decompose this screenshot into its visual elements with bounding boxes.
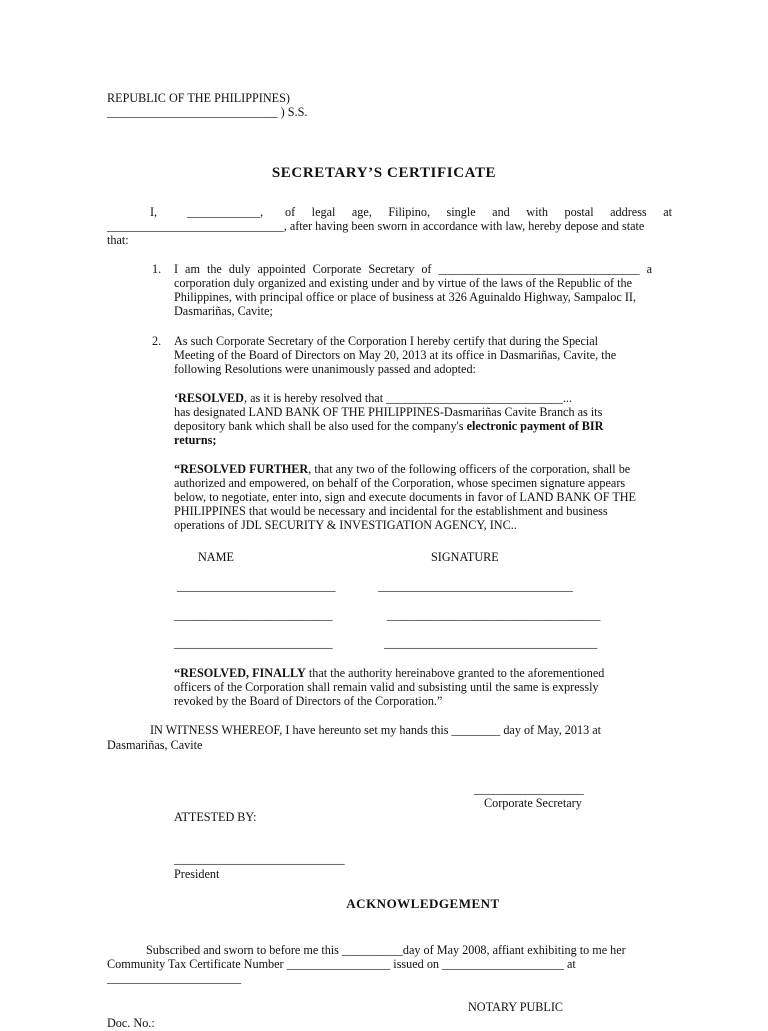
resolved-1-line-4 — [174, 433, 216, 448]
resolved-2-line-5: operations of JDL SECURITY & INVESTIGATION AGENCY, INC.. — [174, 518, 517, 532]
president-signature-line: ____________________________ — [174, 852, 345, 866]
signatory-signature-line: ________________________________ — [378, 579, 573, 593]
signatory-signature-line: ___________________________________ — [387, 608, 601, 622]
president-signature-label: President — [174, 867, 220, 881]
venue-line-2: ____________________________ ) S.S. — [107, 105, 308, 119]
item-2-number: 2. — [152, 334, 162, 348]
intro-line-3: that: — [107, 233, 129, 247]
signatory-signature-line: ___________________________________ — [384, 636, 598, 650]
resolved-3-line-1-text: that the authority hereinabove granted to the aforementioned — [305, 666, 605, 680]
resolved-3-line-2: officers of the Corporation shall remain valid and subsisting until the same is expressly — [174, 680, 599, 694]
witness-line-2: Dasmariñas, Cavite — [107, 738, 203, 752]
notary-public-label: NOTARY PUBLIC — [468, 1000, 564, 1014]
resolved-1-line-1 — [174, 391, 572, 406]
resolved-2-line-2: authorized and empowered, on behalf of the Corporation, whose specimen signature appears — [174, 476, 626, 490]
intro-line-2: _____________________________, after having been sworn in accordance with law, hereby depose and state — [107, 219, 645, 233]
acknowledgement-line-2: Community Tax Certificate Number _________________ issued on ____________________ at — [107, 957, 576, 971]
item-2-line-3: following Resolutions were unanimously passed and adopted: — [174, 362, 476, 376]
item-2-line-2: Meeting of the Board of Directors on May 20, 2013 at its office in Dasmariñas, Cavite, the — [174, 348, 617, 362]
venue-line-1: REPUBLIC OF THE PHILIPPINES) — [107, 91, 290, 105]
resolved-1-lead: ‘RESOLVED — [174, 391, 244, 405]
intro-i: I, — [150, 205, 158, 219]
acknowledgement-line-3: ______________________ — [107, 971, 242, 985]
resolved-2-line-4: PHILIPPINES that would be necessary and incidental for the establishment and business — [174, 504, 608, 518]
signatory-name-line: __________________________ — [177, 579, 336, 593]
item-1-number: 1. — [152, 262, 162, 276]
acknowledgement-line-1: Subscribed and sworn to before me this __________day of May 2008, affiant exhibiting to me her — [146, 943, 626, 957]
doc-no-label: Doc. No.: — [107, 1016, 155, 1030]
secretary-signature-line: __________________ — [474, 782, 584, 796]
item-1-line-3: Philippines, with principal office or place of business at 326 Aguinaldo Highway, Sampaloc II, — [174, 290, 637, 304]
resolved-1-line-3-bold: electronic payment of BIR — [466, 419, 604, 433]
resolved-1-line-2: has designated LAND BANK OF THE PHILIPPINES-Dasmariñas Cavite Branch as its — [174, 405, 603, 419]
resolved-3-line-3: revoked by the Board of Directors of the Corporation.” — [174, 694, 443, 708]
witness-line-1: IN WITNESS WHEREOF, I have hereunto set my hands this ________ day of May, 2013 at — [150, 723, 602, 737]
resolved-2-line-1-text: , that any two of the following officers of the corporation, shall be — [308, 462, 631, 476]
resolved-2-line-1 — [174, 462, 630, 477]
intro-name-blank: ____________, — [187, 205, 264, 219]
item-2-line-1: As such Corporate Secretary of the Corporation I hereby certify that during the Special — [174, 334, 599, 348]
name-column-header: NAME — [198, 550, 234, 564]
intro-rest: of legal age, Filipino, single and with postal address at — [285, 205, 672, 219]
acknowledgement-title: ACKNOWLEDGEMENT — [346, 896, 500, 911]
document-title: SECRETARY’S CERTIFICATE — [271, 165, 497, 181]
secretary-signature-label: Corporate Secretary — [484, 796, 582, 810]
signature-column-header: SIGNATURE — [431, 550, 499, 564]
item-1-line-1: I am the duly appointed Corporate Secretary of _________________________________ a — [174, 262, 652, 276]
item-1-line-4: Dasmariñas, Cavite; — [174, 304, 273, 318]
item-1-line-2: corporation duly organized and existing under and by virtue of the laws of the Republic of the — [174, 276, 633, 290]
resolved-1-line-1-text: , as it is hereby resolved that _____________________________... — [244, 391, 573, 405]
resolved-1-line-4-bold: returns; — [174, 433, 217, 447]
resolved-3-line-1 — [174, 666, 604, 681]
attested-by-label: ATTESTED BY: — [174, 810, 257, 824]
signatory-name-line: __________________________ — [174, 636, 333, 650]
resolved-1-line-3 — [174, 419, 603, 434]
resolved-2-lead: “RESOLVED FURTHER — [174, 462, 309, 476]
resolved-1-line-3-text: depository bank which shall be also used for the company's — [174, 419, 467, 433]
resolved-3-lead: “RESOLVED, FINALLY — [174, 666, 306, 680]
resolved-2-line-3: below, to negotiate, enter into, sign and execute documents in favor of LAND BANK OF THE — [174, 490, 637, 504]
signatory-name-line: __________________________ — [174, 608, 333, 622]
